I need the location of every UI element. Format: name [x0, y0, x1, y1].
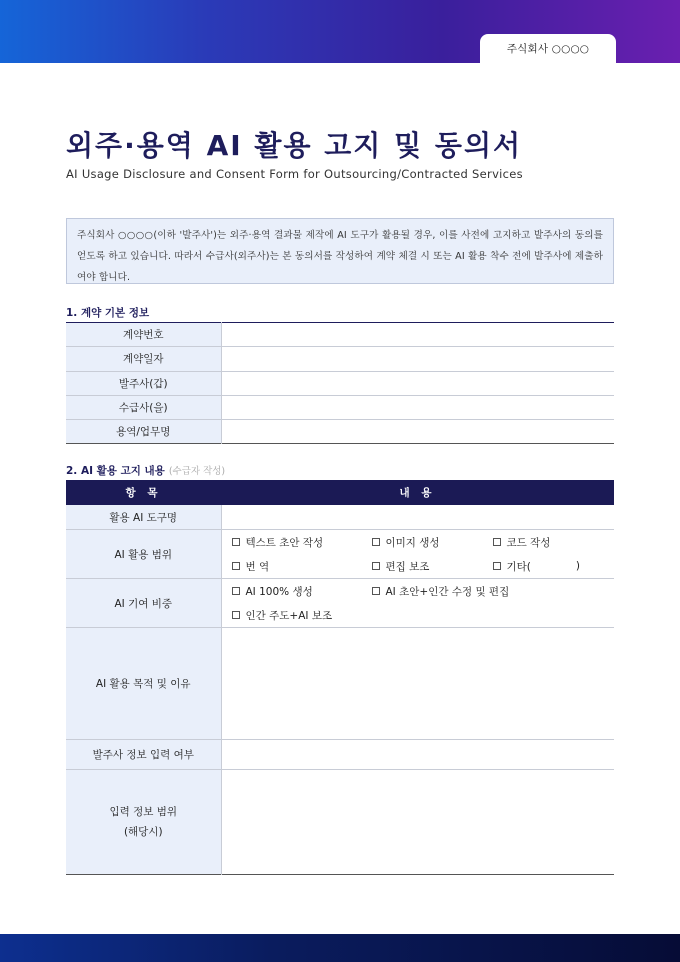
section2-note: (수급자 작성) [168, 466, 226, 477]
ai-tool-name-label: 활용 AI 도구명 [66, 505, 221, 530]
table-row [66, 579, 614, 628]
client-label: 발주사(갑) [66, 371, 221, 395]
contribution-full-ai-option[interactable]: AI 100% 생성 [232, 584, 372, 599]
contract-number-field[interactable] [221, 323, 614, 347]
table-row [66, 395, 614, 419]
checkbox-icon[interactable] [372, 587, 380, 595]
section2-title-text: 2. AI 활용 고지 내용 [66, 465, 165, 477]
contract-info-table [66, 322, 614, 444]
info-scope-label-line1: 입력 정보 범위 [109, 806, 178, 818]
ai-purpose-label: AI 활용 목적 및 이유 [66, 628, 221, 740]
contractor-label: 수급사(을) [66, 395, 221, 419]
checkbox-icon[interactable] [493, 562, 501, 570]
info-scope-label-line2: (해당시) [123, 826, 163, 838]
checkbox-icon[interactable] [493, 538, 501, 546]
table-row [66, 740, 614, 770]
table-row [66, 628, 614, 740]
client-field[interactable] [221, 371, 614, 395]
header-content: 내 용 [221, 480, 614, 505]
scope-translation-option[interactable]: 번 역 [232, 559, 372, 574]
ai-scope-options [221, 530, 614, 579]
company-name-tab: 주식회사 ○○○○ [480, 34, 616, 63]
contract-number-label: 계약번호 [66, 323, 221, 347]
scope-text-draft-option[interactable]: 텍스트 초안 작성 [232, 535, 372, 550]
ai-disclosure-table [66, 480, 614, 875]
document-title: 외주·용역 AI 활용 고지 및 동의서 [66, 129, 523, 162]
table-row [66, 371, 614, 395]
contract-date-field[interactable] [221, 347, 614, 371]
contractor-field[interactable] [221, 395, 614, 419]
scope-editing-option[interactable]: 편집 보조 [372, 559, 493, 574]
checkbox-icon[interactable] [232, 562, 240, 570]
section1-title: 1. 계약 기본 정보 [66, 307, 150, 319]
info-input-field[interactable] [221, 740, 614, 770]
ai-contribution-label: AI 기여 비중 [66, 579, 221, 628]
checkbox-icon[interactable] [232, 611, 240, 619]
ai-contribution-options [221, 579, 614, 628]
scope-code-option[interactable]: 코드 작성 [493, 535, 551, 550]
contract-date-label: 계약일자 [66, 347, 221, 371]
table-row [66, 505, 614, 530]
ai-scope-label: AI 활용 범위 [66, 530, 221, 579]
service-name-label: 용역/업무명 [66, 420, 221, 444]
section2-title [66, 463, 225, 478]
service-name-field[interactable] [221, 420, 614, 444]
table-row [66, 530, 614, 579]
intro-notice-box: 주식회사 ○○○○(이하 '발주사')는 외주·용역 결과물 제작에 AI 도구가 활용될 경우, 이를 사전에 고지하고 발주사의 동의를 얻도록 하고 있습니다. 따라서 수급사(외주사)는 본 동의서를 작성하여 계약 체결 시 또는 AI 활용 착수 전에 발주사에 제출하여야 합니다. [66, 218, 614, 284]
header-item: 항 목 [66, 480, 221, 505]
table-row [66, 770, 614, 875]
checkbox-icon[interactable] [372, 562, 380, 570]
info-scope-label [66, 770, 221, 875]
footer-band [0, 934, 680, 962]
checkbox-icon[interactable] [232, 587, 240, 595]
checkbox-icon[interactable] [372, 538, 380, 546]
contribution-human-led-option[interactable]: 인간 주도+AI 보조 [232, 608, 333, 623]
table-row [66, 323, 614, 347]
scope-image-gen-option[interactable]: 이미지 생성 [372, 535, 493, 550]
table-header-row [66, 480, 614, 505]
table-row [66, 347, 614, 371]
contribution-ai-draft-option[interactable]: AI 초안+인간 수정 및 편집 [372, 584, 510, 599]
table-row [66, 420, 614, 444]
scope-other-option[interactable]: 기타( ) [493, 559, 581, 574]
ai-purpose-field[interactable] [221, 628, 614, 740]
document-subtitle: AI Usage Disclosure and Consent Form for Outsourcing/Contracted Services [66, 167, 523, 181]
info-input-label: 발주사 정보 입력 여부 [66, 740, 221, 770]
info-scope-field[interactable] [221, 770, 614, 875]
checkbox-icon[interactable] [232, 538, 240, 546]
ai-tool-name-field[interactable] [221, 505, 614, 530]
